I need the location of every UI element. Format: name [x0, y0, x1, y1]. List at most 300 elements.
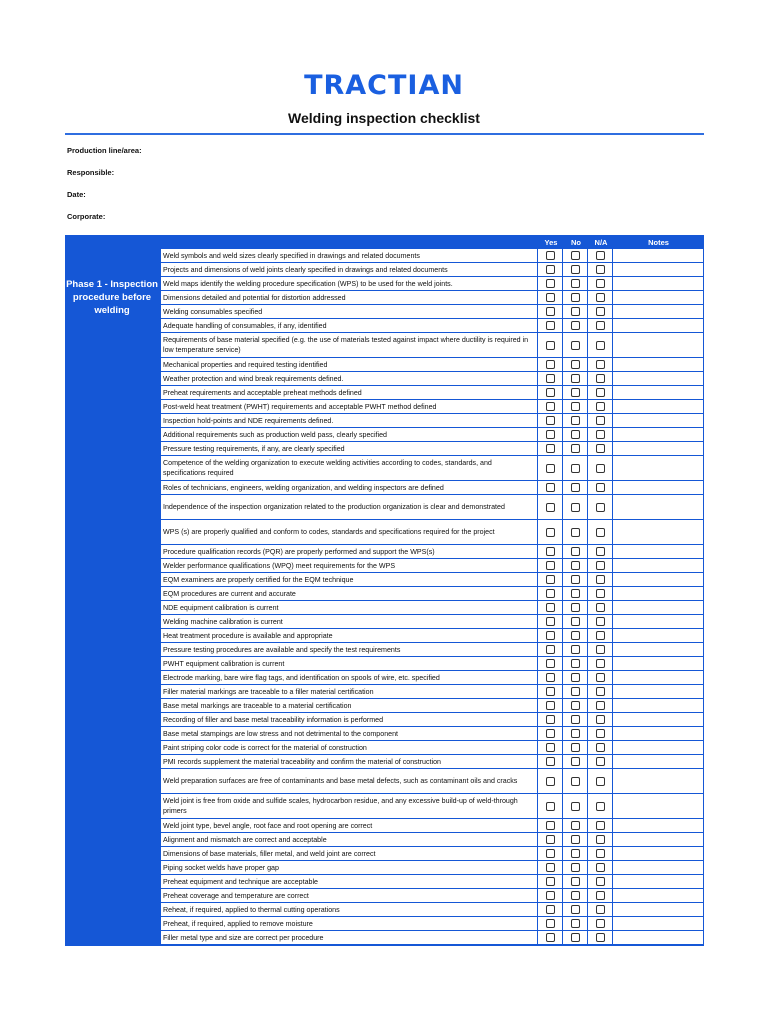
cell-na	[588, 495, 613, 519]
checkbox-na[interactable]	[596, 802, 605, 811]
checklist-row	[161, 442, 703, 456]
checkbox-na[interactable]	[596, 849, 605, 858]
cell-na	[588, 615, 613, 628]
cell-no	[563, 305, 588, 318]
notes-cell[interactable]	[613, 545, 703, 558]
checkbox-yes[interactable]	[546, 416, 555, 425]
notes-cell[interactable]	[613, 559, 703, 572]
notes-cell[interactable]	[613, 456, 703, 480]
notes-cell[interactable]	[613, 495, 703, 519]
checkbox-no[interactable]	[571, 589, 580, 598]
checklist-row	[161, 643, 703, 657]
checkbox-no[interactable]	[571, 503, 580, 512]
cell-na	[588, 755, 613, 768]
checkbox-yes[interactable]	[546, 388, 555, 397]
checkbox-na[interactable]	[596, 528, 605, 537]
cell-yes	[538, 819, 563, 832]
checkbox-no[interactable]	[571, 464, 580, 473]
checkbox-na[interactable]	[596, 589, 605, 598]
checklist-item-text: Reheat, if required, applied to thermal cutting operations	[161, 903, 538, 916]
cell-na	[588, 671, 613, 684]
checkbox-yes[interactable]	[546, 877, 555, 886]
checkbox-yes[interactable]	[546, 307, 555, 316]
checkbox-yes[interactable]	[546, 374, 555, 383]
checklist-item-text: Preheat coverage and temperature are correct	[161, 889, 538, 902]
cell-yes	[538, 713, 563, 726]
cell-no	[563, 847, 588, 860]
cell-na	[588, 917, 613, 930]
cell-na	[588, 442, 613, 455]
checkbox-no[interactable]	[571, 603, 580, 612]
checkbox-no[interactable]	[571, 715, 580, 724]
checkbox-na[interactable]	[596, 416, 605, 425]
cell-no	[563, 931, 588, 944]
notes-cell[interactable]	[613, 903, 703, 916]
checklist-item-text: Adequate handling of consumables, if any, identified	[161, 319, 538, 332]
checklist-row	[161, 414, 703, 428]
cell-yes	[538, 671, 563, 684]
checkbox-na[interactable]	[596, 430, 605, 439]
checklist-item-text: Welding consumables specified	[161, 305, 538, 318]
notes-cell[interactable]	[613, 769, 703, 793]
checkbox-no[interactable]	[571, 430, 580, 439]
checkbox-no[interactable]	[571, 528, 580, 537]
checklist-item-text: Preheat, if required, applied to remove moisture	[161, 917, 538, 930]
checkbox-yes[interactable]	[546, 821, 555, 830]
cell-na	[588, 386, 613, 399]
checkbox-na[interactable]	[596, 777, 605, 786]
checkbox-yes[interactable]	[546, 863, 555, 872]
cell-yes	[538, 727, 563, 740]
cell-yes	[538, 794, 563, 818]
checklist-item-text: Heat treatment procedure is available and appropriate	[161, 629, 538, 642]
notes-cell[interactable]	[613, 699, 703, 712]
checkbox-yes[interactable]	[546, 321, 555, 330]
cell-yes	[538, 741, 563, 754]
checkbox-no[interactable]	[571, 659, 580, 668]
checkbox-no[interactable]	[571, 849, 580, 858]
cell-na	[588, 559, 613, 572]
column-na: N/A	[594, 238, 608, 247]
checkbox-no[interactable]	[571, 279, 580, 288]
checkbox-yes[interactable]	[546, 293, 555, 302]
checkbox-no[interactable]	[571, 729, 580, 738]
notes-cell[interactable]	[613, 601, 703, 614]
cell-na	[588, 277, 613, 290]
notes-cell[interactable]	[613, 291, 703, 304]
checklist-row	[161, 713, 703, 727]
cell-no	[563, 372, 588, 385]
cell-na	[588, 400, 613, 413]
checkbox-na[interactable]	[596, 687, 605, 696]
checklist-row	[161, 657, 703, 671]
checklist-item-text: Welding machine calibration is current	[161, 615, 538, 628]
cell-na	[588, 545, 613, 558]
notes-cell[interactable]	[613, 931, 703, 944]
cell-na	[588, 601, 613, 614]
checkbox-yes[interactable]	[546, 575, 555, 584]
cell-yes	[538, 481, 563, 494]
checkbox-yes[interactable]	[546, 919, 555, 928]
column-no: No	[571, 238, 581, 247]
checkbox-yes[interactable]	[546, 849, 555, 858]
checkbox-no[interactable]	[571, 687, 580, 696]
notes-cell[interactable]	[613, 372, 703, 385]
cell-no	[563, 520, 588, 544]
checklist-rows	[161, 249, 703, 945]
checkbox-na[interactable]	[596, 673, 605, 682]
checklist-item-text: EQM procedures are current and accurate	[161, 587, 538, 600]
cell-na	[588, 741, 613, 754]
notes-cell[interactable]	[613, 573, 703, 586]
checkbox-na[interactable]	[596, 891, 605, 900]
cell-na	[588, 291, 613, 304]
checkbox-yes[interactable]	[546, 729, 555, 738]
checkbox-no[interactable]	[571, 777, 580, 786]
checkbox-no[interactable]	[571, 617, 580, 626]
checkbox-na[interactable]	[596, 547, 605, 556]
checkbox-yes[interactable]	[546, 645, 555, 654]
checkbox-yes[interactable]	[546, 589, 555, 598]
checkbox-no[interactable]	[571, 919, 580, 928]
checkbox-no[interactable]	[571, 821, 580, 830]
checkbox-yes[interactable]	[546, 360, 555, 369]
notes-cell[interactable]	[613, 442, 703, 455]
checklist-item-text: EQM examiners are properly certified for the EQM technique	[161, 573, 538, 586]
notes-cell[interactable]	[613, 671, 703, 684]
checklist-item-text: Recording of filler and base metal traceability information is performed	[161, 713, 538, 726]
column-yes: Yes	[544, 238, 558, 247]
checkbox-no[interactable]	[571, 561, 580, 570]
cell-yes	[538, 833, 563, 846]
checkbox-no[interactable]	[571, 645, 580, 654]
checkbox-na[interactable]	[596, 575, 605, 584]
checklist-item-text: Requirements of base material specified (e.g. the use of materials tested against impact where ductility is required in low temperature service)	[161, 333, 538, 357]
checkbox-na[interactable]	[596, 617, 605, 626]
notes-cell[interactable]	[613, 643, 703, 656]
cell-no	[563, 794, 588, 818]
cell-no	[563, 428, 588, 441]
notes-cell[interactable]	[613, 794, 703, 818]
checkbox-no[interactable]	[571, 757, 580, 766]
cell-no	[563, 741, 588, 754]
checkbox-yes[interactable]	[546, 503, 555, 512]
checklist-item-text: Electrode marking, bare wire flag tags, and identification on spools of wire, etc. specified	[161, 671, 538, 684]
checkbox-no[interactable]	[571, 388, 580, 397]
checkbox-no[interactable]	[571, 321, 580, 330]
checkbox-na[interactable]	[596, 659, 605, 668]
phase-label: Phase 1 - Inspection procedure before welding	[66, 279, 158, 316]
notes-cell[interactable]	[613, 833, 703, 846]
checkbox-no[interactable]	[571, 307, 580, 316]
checkbox-na[interactable]	[596, 729, 605, 738]
checkbox-no[interactable]	[571, 251, 580, 260]
checklist-item-text: Competence of the welding organization to execute welding activities according to codes, standards, and specifications required	[161, 456, 538, 480]
notes-cell[interactable]	[613, 727, 703, 740]
checkbox-no[interactable]	[571, 374, 580, 383]
checkbox-na[interactable]	[596, 863, 605, 872]
checklist-row	[161, 601, 703, 615]
checkbox-yes[interactable]	[546, 603, 555, 612]
brand-logo: TRACTIAN	[304, 70, 464, 101]
cell-no	[563, 917, 588, 930]
cell-no	[563, 657, 588, 670]
checkbox-na[interactable]	[596, 561, 605, 570]
checkbox-no[interactable]	[571, 547, 580, 556]
cell-na	[588, 833, 613, 846]
notes-cell[interactable]	[613, 741, 703, 754]
checkbox-no[interactable]	[571, 673, 580, 682]
checkbox-na[interactable]	[596, 444, 605, 453]
checkbox-no[interactable]	[571, 905, 580, 914]
checkbox-no[interactable]	[571, 293, 580, 302]
cell-yes	[538, 400, 563, 413]
notes-cell[interactable]	[613, 358, 703, 371]
checkbox-no[interactable]	[571, 360, 580, 369]
checkbox-na[interactable]	[596, 464, 605, 473]
notes-cell[interactable]	[613, 629, 703, 642]
checkbox-no[interactable]	[571, 416, 580, 425]
checklist-item-text: Preheat requirements and acceptable preheat methods defined	[161, 386, 538, 399]
cell-yes	[538, 889, 563, 902]
notes-cell[interactable]	[613, 305, 703, 318]
checklist-row	[161, 559, 703, 573]
checklist-row	[161, 263, 703, 277]
cell-no	[563, 456, 588, 480]
checkbox-yes[interactable]	[546, 715, 555, 724]
notes-cell[interactable]	[613, 428, 703, 441]
notes-cell[interactable]	[613, 889, 703, 902]
notes-cell[interactable]	[613, 615, 703, 628]
cell-yes	[538, 629, 563, 642]
notes-cell[interactable]	[613, 755, 703, 768]
checkbox-yes[interactable]	[546, 617, 555, 626]
cell-yes	[538, 263, 563, 276]
cell-yes	[538, 601, 563, 614]
checkbox-no[interactable]	[571, 835, 580, 844]
cell-na	[588, 587, 613, 600]
checklist-item-text: Weld maps identify the welding procedure specification (WPS) to be used for the weld joints.	[161, 277, 538, 290]
date-label: Date:	[67, 190, 86, 199]
checkbox-no[interactable]	[571, 265, 580, 274]
notes-cell[interactable]	[613, 685, 703, 698]
checkbox-yes[interactable]	[546, 547, 555, 556]
checkbox-yes[interactable]	[546, 777, 555, 786]
checkbox-na[interactable]	[596, 402, 605, 411]
checkbox-yes[interactable]	[546, 279, 555, 288]
cell-na	[588, 875, 613, 888]
page-title: Welding inspection checklist	[288, 110, 480, 126]
checkbox-no[interactable]	[571, 891, 580, 900]
checklist-item-text: Inspection hold-points and NDE requirements defined.	[161, 414, 538, 427]
notes-cell[interactable]	[613, 847, 703, 860]
checkbox-na[interactable]	[596, 905, 605, 914]
checkbox-yes[interactable]	[546, 444, 555, 453]
checkbox-yes[interactable]	[546, 687, 555, 696]
cell-no	[563, 671, 588, 684]
checkbox-na[interactable]	[596, 701, 605, 710]
cell-yes	[538, 643, 563, 656]
checkbox-na[interactable]	[596, 919, 605, 928]
checklist-row	[161, 819, 703, 833]
checkbox-yes[interactable]	[546, 483, 555, 492]
responsible-label: Responsible:	[67, 168, 115, 177]
checklist-row	[161, 917, 703, 931]
checkbox-yes[interactable]	[546, 265, 555, 274]
cell-no	[563, 495, 588, 519]
checkbox-na[interactable]	[596, 603, 605, 612]
cell-na	[588, 699, 613, 712]
notes-cell[interactable]	[613, 713, 703, 726]
cell-no	[563, 249, 588, 262]
cell-na	[588, 573, 613, 586]
checkbox-na[interactable]	[596, 631, 605, 640]
checkbox-yes[interactable]	[546, 631, 555, 640]
checklist-item-text: Piping socket welds have proper gap	[161, 861, 538, 874]
checkbox-yes[interactable]	[546, 891, 555, 900]
checkbox-no[interactable]	[571, 743, 580, 752]
notes-cell[interactable]	[613, 400, 703, 413]
cell-no	[563, 769, 588, 793]
notes-cell[interactable]	[613, 386, 703, 399]
checklist-row	[161, 481, 703, 495]
production-line-label: Production line/area:	[67, 146, 142, 155]
checklist-row	[161, 685, 703, 699]
cell-no	[563, 481, 588, 494]
checkbox-no[interactable]	[571, 483, 580, 492]
cell-no	[563, 573, 588, 586]
cell-na	[588, 629, 613, 642]
checkbox-na[interactable]	[596, 757, 605, 766]
checklist-row	[161, 520, 703, 545]
checklist-row	[161, 741, 703, 755]
checkbox-na[interactable]	[596, 933, 605, 942]
cell-yes	[538, 372, 563, 385]
checkbox-yes[interactable]	[546, 743, 555, 752]
checkbox-na[interactable]	[596, 645, 605, 654]
checkbox-yes[interactable]	[546, 905, 555, 914]
checkbox-na[interactable]	[596, 388, 605, 397]
checklist-item-text: Independence of the inspection organization related to the production organization is clear and demonstrated	[161, 495, 538, 519]
cell-yes	[538, 442, 563, 455]
checkbox-yes[interactable]	[546, 430, 555, 439]
checkbox-no[interactable]	[571, 802, 580, 811]
checklist-item-text: Weld symbols and weld sizes clearly specified in drawings and related documents	[161, 249, 538, 262]
checkbox-no[interactable]	[571, 631, 580, 640]
cell-no	[563, 903, 588, 916]
notes-cell[interactable]	[613, 333, 703, 357]
checkbox-na[interactable]	[596, 251, 605, 260]
cell-na	[588, 456, 613, 480]
checkbox-yes[interactable]	[546, 757, 555, 766]
notes-cell[interactable]	[613, 917, 703, 930]
checklist-row	[161, 305, 703, 319]
checklist-row	[161, 861, 703, 875]
notes-cell[interactable]	[613, 875, 703, 888]
checkbox-na[interactable]	[596, 503, 605, 512]
notes-cell[interactable]	[613, 277, 703, 290]
cell-na	[588, 769, 613, 793]
checkbox-na[interactable]	[596, 877, 605, 886]
checkbox-yes[interactable]	[546, 251, 555, 260]
checklist-row	[161, 545, 703, 559]
checkbox-yes[interactable]	[546, 561, 555, 570]
checkbox-yes[interactable]	[546, 528, 555, 537]
checkbox-no[interactable]	[571, 933, 580, 942]
checkbox-yes[interactable]	[546, 835, 555, 844]
notes-cell[interactable]	[613, 481, 703, 494]
cell-yes	[538, 573, 563, 586]
checkbox-na[interactable]	[596, 307, 605, 316]
cell-no	[563, 629, 588, 642]
checkbox-yes[interactable]	[546, 464, 555, 473]
cell-no	[563, 587, 588, 600]
checkbox-no[interactable]	[571, 863, 580, 872]
cell-no	[563, 386, 588, 399]
checkbox-yes[interactable]	[546, 933, 555, 942]
checkbox-na[interactable]	[596, 293, 605, 302]
checkbox-na[interactable]	[596, 265, 605, 274]
cell-no	[563, 291, 588, 304]
notes-cell[interactable]	[613, 249, 703, 262]
cell-yes	[538, 685, 563, 698]
checkbox-no[interactable]	[571, 575, 580, 584]
checkbox-no[interactable]	[571, 341, 580, 350]
checkbox-yes[interactable]	[546, 341, 555, 350]
checkbox-no[interactable]	[571, 444, 580, 453]
checkbox-no[interactable]	[571, 701, 580, 710]
notes-cell[interactable]	[613, 861, 703, 874]
checkbox-na[interactable]	[596, 821, 605, 830]
checkbox-na[interactable]	[596, 715, 605, 724]
checkbox-na[interactable]	[596, 321, 605, 330]
checkbox-no[interactable]	[571, 877, 580, 886]
checkbox-na[interactable]	[596, 360, 605, 369]
corporate-label: Corporate:	[67, 212, 106, 221]
checkbox-no[interactable]	[571, 402, 580, 411]
notes-cell[interactable]	[613, 657, 703, 670]
checklist-row	[161, 372, 703, 386]
notes-cell[interactable]	[613, 263, 703, 276]
checkbox-yes[interactable]	[546, 402, 555, 411]
notes-cell[interactable]	[613, 414, 703, 427]
notes-cell[interactable]	[613, 520, 703, 544]
cell-yes	[538, 305, 563, 318]
notes-cell[interactable]	[613, 819, 703, 832]
cell-na	[588, 903, 613, 916]
notes-cell[interactable]	[613, 319, 703, 332]
checklist-item-text: Weld joint type, bevel angle, root face and root opening are correct	[161, 819, 538, 832]
checkbox-na[interactable]	[596, 835, 605, 844]
cell-no	[563, 727, 588, 740]
checkbox-na[interactable]	[596, 279, 605, 288]
checkbox-na[interactable]	[596, 374, 605, 383]
cell-no	[563, 263, 588, 276]
checkbox-na[interactable]	[596, 341, 605, 350]
notes-cell[interactable]	[613, 587, 703, 600]
checkbox-na[interactable]	[596, 743, 605, 752]
checkbox-yes[interactable]	[546, 802, 555, 811]
checkbox-yes[interactable]	[546, 673, 555, 682]
checklist-row	[161, 277, 703, 291]
checkbox-yes[interactable]	[546, 659, 555, 668]
checklist-row	[161, 727, 703, 741]
checklist-item-text: Projects and dimensions of weld joints clearly specified in drawings and related documents	[161, 263, 538, 276]
checkbox-yes[interactable]	[546, 701, 555, 710]
cell-no	[563, 699, 588, 712]
checkbox-na[interactable]	[596, 483, 605, 492]
cell-na	[588, 685, 613, 698]
